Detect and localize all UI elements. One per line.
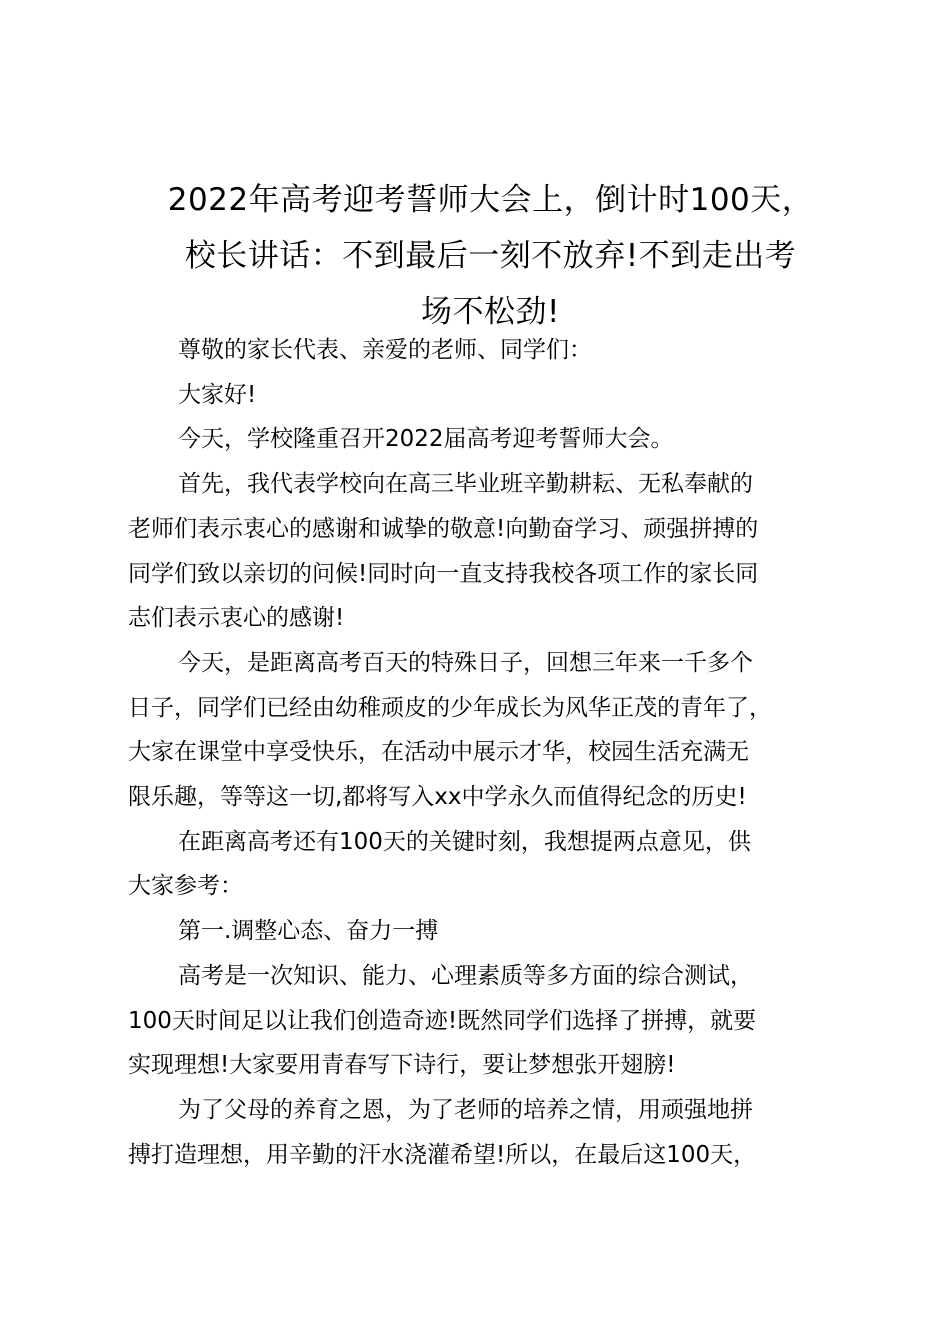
text-line: 实现理想!大家要用青春写下诗行，要让梦想张开翅膀!: [128, 1052, 676, 1079]
text-line: 在距离高考还有100天的关键时刻，我想提两点意见，供: [178, 828, 751, 855]
document-title: [118, 172, 863, 340]
body-paragraph: [128, 462, 858, 641]
title-line: 2022年高考迎考誓师大会上，倒计时100天，: [167, 182, 814, 218]
text-line: 今天，学校隆重召开2022届高考迎考誓师大会。: [178, 426, 674, 453]
text-line: 尊敬的家长代表、亲爱的老师、同学们：: [178, 337, 592, 363]
body-paragraph: [128, 417, 858, 462]
text-line: 今天，是距离高考百天的特殊日子，回想三年来一千多个: [178, 649, 753, 676]
text-line: 为了父母的养育之恩，为了老师的培养之情，用顽强地拼: [178, 1096, 753, 1123]
body-paragraph: [128, 641, 858, 820]
text-line: 老师们表示衷心的感谢和诚挚的敬意!向勤奋学习、顽强拼搏的: [128, 515, 759, 542]
text-line: 高考是一次知识、能力、心理素质等多方面的综合测试，: [178, 962, 753, 989]
text-line: 限乐趣，等等这一切,都将写入xx中学永久而值得纪念的历史!: [128, 784, 747, 811]
text-line: 100天时间足以让我们创造奇迹!既然同学们选择了拼搏，就要: [128, 1007, 757, 1034]
text-line: 第一.调整心态、奋力一搏: [178, 918, 439, 945]
text-line: 志们表示衷心的感谢!: [128, 605, 345, 632]
body-paragraph: [128, 820, 858, 909]
text-line: 大家在课堂中享受快乐，在活动中展示才华，校园生活充满无: [128, 739, 749, 766]
body-paragraph: [128, 1088, 858, 1177]
title-line: 校长讲话：不到最后一刻不放弃!不到走出考: [184, 238, 797, 274]
body-paragraph: [128, 954, 858, 1088]
document-body: [128, 328, 858, 1177]
salutation-paragraph: [128, 328, 858, 373]
text-line: 搏打造理想，用辛勤的汗水浇灌希望!所以，在最后这100天，: [128, 1141, 757, 1168]
text-line: 同学们致以亲切的问候!同时向一直支持我校各项工作的家长同: [128, 560, 759, 587]
title-line: 场不松劲!: [421, 294, 560, 330]
text-line: 大家好!: [178, 381, 257, 408]
text-line: 大家参考：: [128, 873, 243, 900]
text-line: 日子，同学们已经由幼稚顽皮的少年成长为风华正茂的青年了，: [128, 694, 772, 721]
section-heading: [128, 909, 858, 954]
greeting-paragraph: [128, 373, 858, 418]
text-line: 首先，我代表学校向在高三毕业班辛勤耕耘、无私奉献的: [178, 471, 753, 498]
